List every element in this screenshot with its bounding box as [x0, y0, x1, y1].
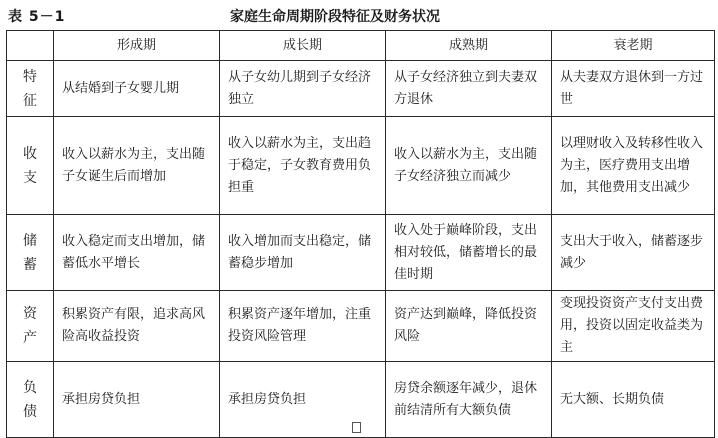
page-mark: [352, 422, 361, 433]
row-header-assets: 资 产: [7, 291, 54, 362]
table-cell: 从子女经济独立到夫妻双方退休: [386, 61, 552, 117]
table-cell: 变现投资资产支付支出费用，投资以固定收益类为主: [552, 291, 715, 362]
table-cell: 承担房贷负担: [54, 362, 220, 438]
table-cell: 从结婚到子女婴儿期: [54, 61, 220, 117]
table-cell: 房贷余额逐年减少，退休前结清所有大额负债: [386, 362, 552, 438]
row-header-liabilities: 负 债: [7, 362, 54, 438]
table-row: [7, 291, 715, 362]
row-header-savings: 储 蓄: [7, 215, 54, 291]
life-cycle-table: [6, 30, 715, 438]
table-cell: 收入处于巅峰阶段，支出相对较低，储蓄增长的最佳时期: [386, 215, 552, 291]
corner-cell: [7, 31, 54, 61]
table-cell: 收入以薪水为主，支出随子女诞生后而增加: [54, 117, 220, 215]
column-header-growth: 成长期: [220, 31, 386, 61]
row-header-income-expense: 收 支: [7, 117, 54, 215]
table-cell: 从子女幼儿期到子女经济独立: [220, 61, 386, 117]
column-header-maturity: 成熟期: [386, 31, 552, 61]
table-row: [7, 117, 715, 215]
table-title: 家庭生命周期阶段特征及财务状况: [230, 9, 440, 25]
table-number: 表 5－1: [8, 9, 66, 25]
column-header-decline: 衰老期: [552, 31, 715, 61]
table-cell: 以理财收入及转移性收入为主，医疗费用支出增加，其他费用支出减少: [552, 117, 715, 215]
table-cell: 收入稳定而支出增加，储蓄低水平增长: [54, 215, 220, 291]
table-cell: 无大额、长期负债: [552, 362, 715, 438]
table-cell: 积累资产有限，追求高风险高收益投资: [54, 291, 220, 362]
table-cell: 支出大于收入，储蓄逐步减少: [552, 215, 715, 291]
table-cell: 资产达到巅峰，降低投资风险: [386, 291, 552, 362]
table-cell: 收入以薪水为主，支出趋于稳定，子女教育费用负担重: [220, 117, 386, 215]
table-cell: 收入增加而支出稳定，储蓄稳步增加: [220, 215, 386, 291]
table-cell: 从夫妻双方退休到一方过世: [552, 61, 715, 117]
table-row: [7, 215, 715, 291]
table-row: [7, 61, 715, 117]
table-cell: 积累资产逐年增加，注重投资风险管理: [220, 291, 386, 362]
table-cell: 承担房贷负担: [220, 362, 386, 438]
table-header-row: [7, 31, 715, 61]
table-header: [0, 0, 718, 30]
table-cell: 收入以薪水为主，支出随子女经济独立而减少: [386, 117, 552, 215]
row-header-features: 特 征: [7, 61, 54, 117]
column-header-formation: 形成期: [54, 31, 220, 61]
